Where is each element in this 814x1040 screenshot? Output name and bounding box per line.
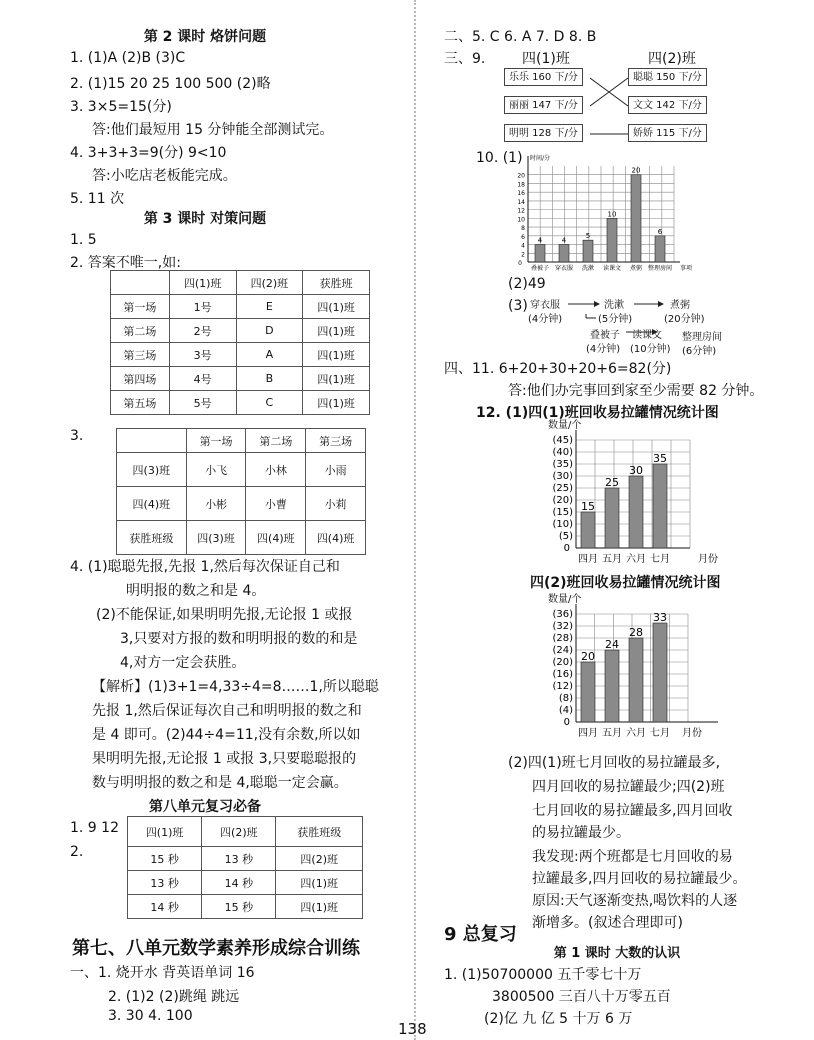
table-cell: D — [236, 319, 303, 343]
finding-line2: 拉罐最多,四月回收的易拉罐最少。 — [532, 871, 747, 887]
x-tick-label: 叠被子 — [530, 265, 550, 272]
table-row — [128, 817, 363, 847]
table-cell: 获胜班级 — [276, 817, 363, 847]
q10-label: 10. (1) — [476, 150, 523, 166]
flow-step-wash: 洗漱 — [604, 300, 624, 311]
table-cell: 获胜班 — [303, 271, 370, 295]
lesson2-q1: 1. (1)A (2)B (3)C — [70, 50, 186, 66]
page-number: 138 — [398, 1020, 427, 1038]
table-row — [128, 871, 363, 895]
right-box-1: 聪聪 150 下/分 — [628, 68, 707, 86]
y-tick-label: (25) — [552, 483, 573, 494]
y-axis-label: 数量/个 — [548, 594, 582, 605]
chart-class2-cans — [530, 590, 730, 746]
y-tick-label: (12) — [552, 681, 573, 692]
analysis-line-3: 是 4 即可。(2)44÷4=11,没有余数,所以如 — [92, 727, 361, 743]
flow-step-tidy: 整理房间 — [682, 332, 722, 343]
table-cell: 小曹 — [246, 487, 306, 521]
table-row — [128, 895, 363, 919]
table-cell: 获胜班级 — [117, 521, 187, 555]
table-strategy-1 — [110, 270, 370, 415]
q12-2-line4: 的易拉罐最少。 — [532, 825, 630, 841]
y-tick-label: 16 — [517, 190, 525, 198]
class-1-label: 四(1)班 — [522, 51, 570, 67]
table-cell: 第五场 — [111, 391, 170, 415]
table-cell: 四(1)班 — [303, 367, 370, 391]
finding-line1: 我发现:两个班都是七月回收的易 — [532, 849, 733, 865]
lesson2-q2: 2. (1)15 20 25 100 500 (2)略 — [70, 76, 271, 92]
table-cell: 四(2)班 — [236, 271, 303, 295]
y-tick-label: (15) — [552, 507, 573, 518]
bar-value-label: 33 — [653, 611, 667, 624]
bar — [653, 464, 667, 548]
table-race-times — [127, 816, 363, 919]
table-cell: 14 秒 — [202, 871, 276, 895]
bar — [559, 245, 569, 262]
table-cell: C — [236, 391, 303, 415]
table-row — [111, 343, 370, 367]
q12-title: 12. (1)四(1)班回收易拉罐情况统计图 — [476, 405, 719, 421]
x-tick-label: 穿衣服 — [554, 265, 574, 272]
lesson3-q4-2-cont: 3,只要对方报的数和明明报的数的和是 — [120, 631, 358, 647]
flow-step-tidy-time: (6分钟) — [682, 346, 717, 357]
bar — [583, 240, 593, 262]
y-tick-label: (16) — [552, 669, 573, 680]
table-row — [111, 319, 370, 343]
bar — [653, 623, 667, 722]
table-cell: 四(1)班 — [303, 319, 370, 343]
table-cell: 小林 — [246, 453, 306, 487]
analysis-line-4: 果明明先报,无论报 1 或报 3,只要聪聪报的 — [92, 751, 357, 767]
lesson3-q2: 2. 答案不唯一,如: — [70, 255, 181, 271]
flow-step-read-time: (10分钟) — [630, 344, 671, 355]
bar-value-label: 24 — [605, 638, 619, 651]
table-cell: B — [236, 367, 303, 391]
y-origin-label: 0 — [518, 260, 522, 267]
lesson3-q4-2-cont2: 4,对方一定会获胜。 — [120, 655, 246, 671]
table-cell: 四(1)班 — [276, 871, 363, 895]
table-cell: A — [236, 343, 303, 367]
table-cell: 第二场 — [246, 429, 306, 453]
y-tick-label: (20) — [552, 657, 573, 668]
flow-step-porridge: 煮粥 — [670, 300, 690, 311]
y-axis-label: 时间/分 — [530, 155, 551, 162]
table-cell: 13 秒 — [202, 847, 276, 871]
q11-answer: 答:他们办完事回到家至少需要 82 分钟。 — [508, 383, 764, 399]
table-cell: 四(1)班 — [303, 391, 370, 415]
table-cell: 四(4)班 — [117, 487, 187, 521]
table-cell: 13 秒 — [128, 871, 202, 895]
table-row — [117, 453, 366, 487]
y-tick-label: (24) — [552, 645, 573, 656]
lesson3-q3: 3. — [70, 428, 84, 444]
x-tick-label: 整理房间 — [647, 265, 673, 272]
y-tick-label: (10) — [552, 519, 573, 530]
reason-line1: 原因:天气逐渐变热,喝饮料的人逐 — [532, 893, 738, 909]
training-q1: 一、1. 烧开水 背英语单词 16 — [70, 965, 255, 981]
table-cell: 15 秒 — [128, 847, 202, 871]
review-q1-2: (2)亿 九 亿 5 十万 6 万 — [484, 1011, 633, 1027]
table-cell: 四(1)班 — [128, 817, 202, 847]
analysis-line-1: 【解析】(1)3+1=4,33÷4=8……1,所以聪聪 — [92, 679, 379, 695]
x-tick-label: 四月 — [578, 554, 598, 565]
bar — [581, 662, 595, 722]
y-tick-label: (5) — [558, 531, 573, 542]
y-tick-label: (36) — [552, 609, 573, 620]
bar-value-label: 30 — [629, 464, 643, 477]
bar-value-label: 10 — [607, 210, 617, 219]
lesson3-title: 第 3 课时 对策问题 — [143, 211, 267, 227]
table-cell: 四(3)班 — [117, 453, 187, 487]
table-row — [111, 391, 370, 415]
chart-time-spent — [504, 152, 724, 276]
bar — [655, 236, 665, 262]
flow-step-porridge-time: (20分钟) — [664, 314, 705, 325]
table-cell — [117, 429, 187, 453]
table-cell: 14 秒 — [128, 895, 202, 919]
lesson3-q4-1-cont: 明明报的数之和是 4。 — [126, 583, 266, 599]
y-tick-label: 2 — [521, 251, 525, 259]
y-tick-label: 14 — [517, 198, 525, 206]
flow-step-dress: 穿衣服 — [530, 300, 560, 311]
unit8-q2: 2. — [70, 844, 84, 860]
table-cell: 小莉 — [306, 487, 366, 521]
q12-2-line2: 四月回收的易拉罐最少;四(2)班 — [532, 779, 725, 795]
table-cell: 四(2)班 — [202, 817, 276, 847]
table-row — [111, 367, 370, 391]
table-cell: 四(2)班 — [276, 847, 363, 871]
chapter9-title: 9 总复习 — [444, 924, 517, 945]
table-cell: E — [236, 295, 303, 319]
table-row — [117, 521, 366, 555]
x-tick-label: 七月 — [650, 554, 670, 565]
table-cell: 4号 — [169, 367, 236, 391]
y-tick-label: (35) — [552, 459, 573, 470]
y-tick-label: 4 — [521, 242, 525, 250]
y-tick-label: (45) — [552, 435, 573, 446]
y-tick-label: (32) — [552, 621, 573, 632]
analysis-line-5: 数与明明报的数之和是 4,聪聪一定会赢。 — [92, 775, 348, 791]
table-row — [117, 429, 366, 453]
bar-value-label: 6 — [657, 227, 663, 236]
table-cell: 3号 — [169, 343, 236, 367]
table-cell: 四(1)班 — [303, 295, 370, 319]
bar — [605, 650, 619, 722]
x-tick-label: 五月 — [602, 728, 622, 739]
flow-step-bed-time: (4分钟) — [586, 344, 621, 355]
bar-value-label: 5 — [585, 232, 591, 241]
lesson3-q4-1: 4. (1)聪聪先报,先报 1,然后每次保证自己和 — [70, 559, 340, 575]
review-q1-cont: 3800500 三百八十万零五百 — [492, 989, 671, 1005]
column-divider — [414, 0, 416, 1040]
bar-value-label: 25 — [605, 476, 619, 489]
right-column — [420, 0, 814, 1040]
bar — [535, 245, 545, 262]
lesson3-q4-2: (2)不能保证,如果明明先报,无论报 1 或报 — [96, 607, 353, 623]
table-cell: 第二场 — [111, 319, 170, 343]
unit8-q1: 1. 9 12 — [70, 820, 119, 836]
bar — [629, 638, 643, 722]
table-cell: 第三场 — [306, 429, 366, 453]
training-title: 第七、八单元数学素养形成综合训练 — [72, 938, 360, 959]
right-box-3: 娇娇 115 下/分 — [628, 124, 707, 142]
bar — [607, 218, 617, 262]
lesson2-title: 第 2 课时 烙饼问题 — [143, 29, 267, 45]
table-cell: 第四场 — [111, 367, 170, 391]
chapter9-lesson1-title: 第 1 课时 大数的认识 — [553, 946, 681, 961]
x-axis-label: 月份 — [698, 554, 718, 565]
left-box-2: 丽丽 147 下/分 — [504, 96, 583, 114]
lesson2-q4: 4. 3+3+3=9(分) 9<10 — [70, 145, 227, 161]
unit8-review-title: 第八单元复习必备 — [149, 799, 261, 815]
chart2-title: 四(2)班回收易拉罐情况统计图 — [530, 575, 721, 591]
bar — [581, 512, 595, 548]
flow-step-wash-time: (5分钟) — [598, 314, 633, 325]
y-tick-label: 18 — [517, 181, 525, 189]
review-q1: 1. (1)50700000 五千零七十万 — [444, 967, 642, 983]
analysis-line-2: 先报 1,然后保证每次自己和明明报的数之和 — [92, 703, 362, 719]
bar-value-label: 15 — [581, 500, 595, 513]
y-tick-label: 10 — [517, 216, 525, 224]
table-cell: 四(1)班 — [169, 271, 236, 295]
lesson2-q3-answer: 答:他们最短用 15 分钟能全部测试完。 — [92, 122, 334, 138]
x-axis-label: 事项 — [680, 265, 693, 272]
y-origin-label: 0 — [563, 543, 570, 554]
q10-3: (3) — [508, 298, 528, 314]
bar — [605, 488, 619, 548]
y-tick-label: 20 — [517, 172, 525, 180]
section2-answers: 二、5. C 6. A 7. D 8. B — [444, 29, 597, 45]
table-cell: 小飞 — [186, 453, 246, 487]
table-cell: 15 秒 — [202, 895, 276, 919]
y-axis-label: 数量/个 — [548, 420, 582, 431]
bar-value-label: 4 — [561, 236, 567, 245]
flow-step-read: 读课文 — [632, 330, 662, 341]
bar-value-label: 28 — [629, 626, 643, 639]
lesson3-q1: 1. 5 — [70, 232, 97, 248]
y-tick-label: (20) — [552, 495, 573, 506]
table-row — [117, 487, 366, 521]
chart-class1-cans — [530, 416, 730, 568]
x-tick-label: 洗漱 — [581, 265, 595, 272]
table-cell: 四(4)班 — [246, 521, 306, 555]
y-origin-label: 0 — [563, 717, 570, 728]
q10-2: (2)49 — [508, 276, 546, 292]
bar-value-label: 35 — [653, 452, 667, 465]
training-q2: 2. (1)2 (2)跳绳 跳远 — [108, 989, 240, 1005]
table-cell: 第三场 — [111, 343, 170, 367]
right-box-2: 文文 142 下/分 — [628, 96, 707, 114]
table-cell: 四(3)班 — [186, 521, 246, 555]
y-tick-label: (30) — [552, 471, 573, 482]
x-tick-label: 六月 — [626, 554, 646, 565]
y-tick-label: (8) — [558, 693, 573, 704]
x-axis-label: 月份 — [682, 728, 702, 739]
lesson2-q5: 5. 11 次 — [70, 191, 125, 207]
table-cell: 四(1)班 — [276, 895, 363, 919]
lesson2-q4-answer: 答:小吃店老板能完成。 — [92, 168, 237, 184]
table-cell: 第一场 — [111, 295, 170, 319]
class-2-label: 四(2)班 — [648, 51, 696, 67]
bar-value-label: 20 — [631, 166, 641, 175]
table-cell: 第一场 — [186, 429, 246, 453]
x-tick-label: 煮粥 — [629, 265, 643, 272]
table-strategy-2 — [116, 428, 366, 555]
y-tick-label: 12 — [517, 207, 525, 215]
y-tick-label: (28) — [552, 633, 573, 644]
table-cell — [111, 271, 170, 295]
q12-2-line1: (2)四(1)班七月回收的易拉罐最多, — [508, 755, 721, 771]
x-tick-label: 六月 — [626, 728, 646, 739]
matching-lines — [590, 66, 630, 146]
flow-step-bed: 叠被子 — [590, 330, 620, 341]
section3-q9: 三、9. — [444, 51, 486, 67]
table-row — [128, 847, 363, 871]
q12-2-line3: 七月回收的易拉罐最多,四月回收 — [532, 803, 733, 819]
table-cell: 5号 — [169, 391, 236, 415]
table-row — [111, 295, 370, 319]
lesson2-q3: 3. 3×5=15(分) — [70, 99, 172, 115]
x-tick-label: 读课文 — [602, 265, 622, 272]
table-cell: 小彬 — [186, 487, 246, 521]
x-tick-label: 七月 — [650, 728, 670, 739]
reason-line2: 渐增多。(叙述合理即可) — [532, 915, 683, 931]
y-tick-label: 6 — [521, 233, 525, 241]
q11: 四、11. 6+20+30+20+6=82(分) — [444, 361, 672, 377]
y-tick-label: (4) — [558, 705, 573, 716]
x-tick-label: 五月 — [602, 554, 622, 565]
flow-step-dress-time: (4分钟) — [528, 314, 563, 325]
bar-value-label: 4 — [537, 236, 543, 245]
y-tick-label: 8 — [521, 225, 525, 233]
bar-value-label: 20 — [581, 650, 595, 663]
table-cell: 小雨 — [306, 453, 366, 487]
training-q3: 3. 30 4. 100 — [108, 1008, 193, 1024]
table-cell: 四(1)班 — [303, 343, 370, 367]
table-row — [111, 271, 370, 295]
left-box-1: 乐乐 160 下/分 — [504, 68, 583, 86]
bar — [629, 476, 643, 548]
table-cell: 2号 — [169, 319, 236, 343]
table-cell: 四(4)班 — [306, 521, 366, 555]
table-cell: 1号 — [169, 295, 236, 319]
left-box-3: 明明 128 下/分 — [504, 124, 583, 142]
y-tick-label: (40) — [552, 447, 573, 458]
bar — [631, 175, 641, 262]
x-tick-label: 四月 — [578, 728, 598, 739]
